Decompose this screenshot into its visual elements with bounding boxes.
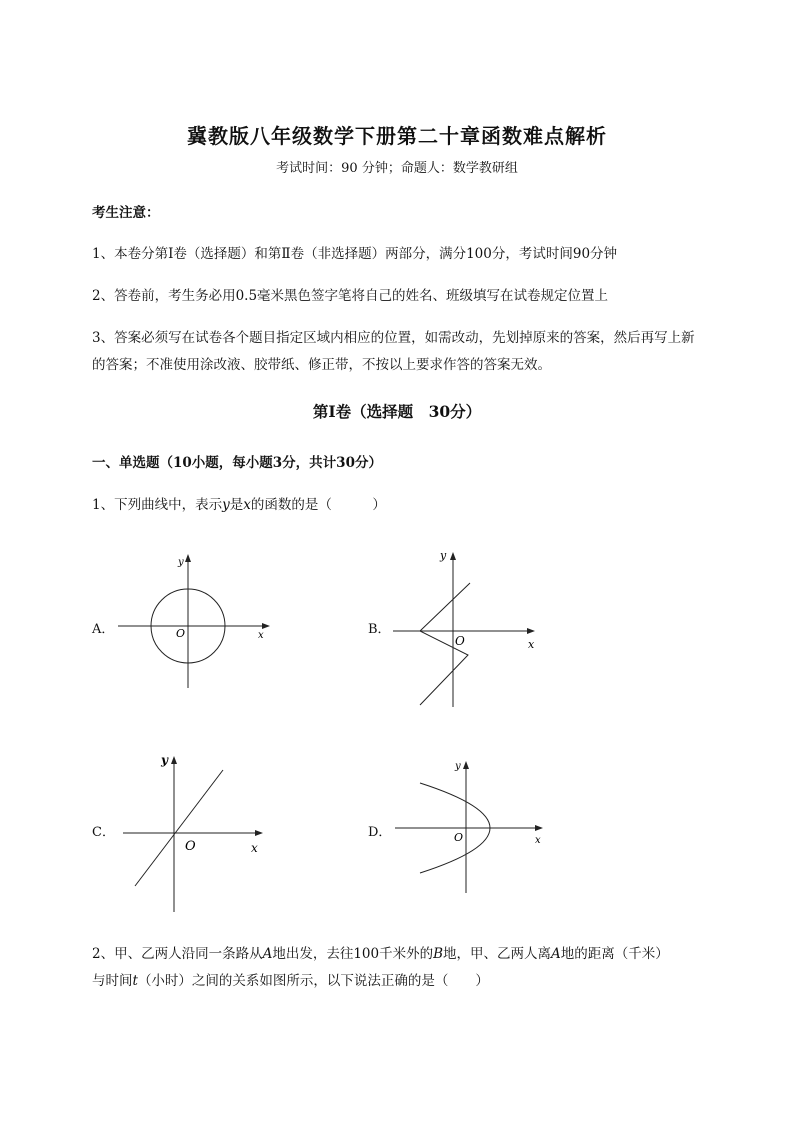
question-1 bbox=[92, 493, 386, 513]
option-a-label[interactable]: A． bbox=[92, 622, 115, 637]
option-c-label[interactable]: C． bbox=[92, 825, 115, 840]
notice-item-1: 1、本卷分第Ⅰ卷（选择题）和第Ⅱ卷（非选择题）两部分，满分100分，考试时间90分钟 bbox=[92, 246, 618, 262]
d-x-arrow bbox=[535, 825, 543, 831]
b-y-label: y bbox=[440, 549, 447, 562]
b-x-label: x bbox=[528, 638, 535, 651]
question-2-line-1 bbox=[92, 942, 669, 962]
notice-item-3: 3、答案必须写在试卷各个题目指定区域内相应的位置，如需改动，先划掉原来的答案，然后再写上新 bbox=[92, 330, 695, 346]
option-c-graph bbox=[115, 750, 275, 915]
notice-heading: 考生注意： bbox=[92, 205, 160, 221]
part-title: 一、单选题（10小题，每小题3分，共计30分） bbox=[92, 455, 382, 471]
b-origin-label: O bbox=[455, 634, 465, 648]
d-x-label: x bbox=[535, 835, 541, 846]
b-y-arrow bbox=[450, 552, 456, 560]
q2-text-d: 地的距离（千米） bbox=[560, 946, 669, 962]
q2-var-a2: A bbox=[551, 946, 561, 962]
q2-var-a: A bbox=[262, 946, 273, 962]
c-x-arrow bbox=[255, 830, 263, 836]
q2-var-t: t bbox=[132, 973, 138, 989]
notice-item-2: 2、答卷前，考生务必用0.5毫米黑色签字笔将自己的姓名、班级填写在试卷规定位置上 bbox=[92, 288, 609, 304]
question-2-line-2 bbox=[92, 969, 489, 989]
section-title: 第Ⅰ卷（选择题 30分） bbox=[312, 402, 482, 421]
d-origin-label: O bbox=[454, 831, 464, 844]
a-x-arrow bbox=[262, 623, 270, 629]
q1-text-pre: 1、下列曲线中，表示 bbox=[92, 497, 223, 513]
c-x-label: x bbox=[251, 841, 258, 855]
d-y-label: y bbox=[455, 761, 461, 772]
c-line bbox=[135, 770, 223, 886]
option-b-label[interactable]: B． bbox=[368, 622, 391, 637]
a-x-label: x bbox=[258, 630, 264, 641]
c-y-arrow bbox=[171, 756, 177, 764]
c-origin-label: O bbox=[185, 839, 196, 854]
page-subtitle: 考试时间：90 分钟；命题人：数学教研组 bbox=[276, 161, 518, 176]
q1-text-mid: 是 bbox=[229, 497, 244, 513]
q1-var-y: y bbox=[222, 497, 230, 513]
notice-item-3-cont: 的答案；不准使用涂改液、胶带纸、修正带，不按以上要求作答的答案无效。 bbox=[92, 357, 551, 373]
d-y-arrow bbox=[463, 761, 469, 769]
option-b-graph bbox=[385, 545, 550, 710]
q2-text-c: 地，甲、乙两人离 bbox=[443, 946, 552, 962]
a-origin-label: O bbox=[176, 627, 186, 640]
a-y-arrow bbox=[185, 554, 191, 562]
option-d-label[interactable]: D． bbox=[368, 825, 392, 840]
q2-text-f: （小时）之间的关系如图所示，以下说法正确的是（ ） bbox=[137, 973, 489, 989]
q1-var-x: x bbox=[243, 497, 251, 513]
q1-text-post: 的函数的是（ ） bbox=[250, 497, 386, 513]
q2-text-a: 2、甲、乙两人沿同一条路从 bbox=[92, 946, 263, 962]
option-d-graph bbox=[385, 755, 550, 895]
c-y-label: y bbox=[161, 753, 168, 767]
a-y-label: y bbox=[178, 557, 184, 568]
option-a-graph bbox=[110, 550, 280, 690]
q2-text-e: 与时间 bbox=[92, 973, 133, 989]
q2-var-b: B bbox=[433, 946, 444, 962]
page-title: 冀教版八年级数学下册第二十章函数难点解析 bbox=[187, 124, 607, 148]
b-x-arrow bbox=[527, 628, 535, 634]
q2-text-b: 地出发，去往100千米外的 bbox=[272, 946, 434, 962]
